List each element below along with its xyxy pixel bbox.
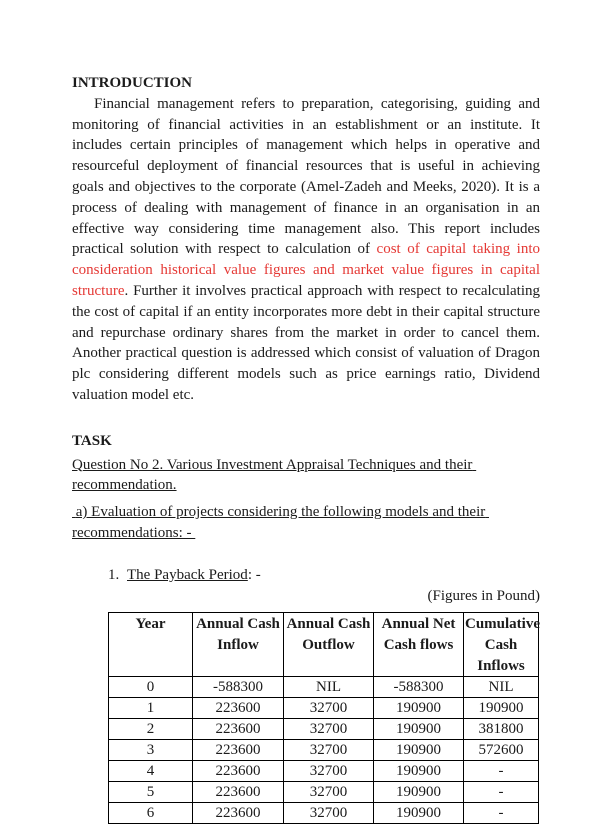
intro-text-after-red: . Further it involves practical approach with respect to recalculating the cost of capital if an entity incorporates more debt in their capital structure and repurchase ordinary shares from the market in order to cancel them. Another practical question is addressed which consist of valuation of Dragon plc considering different models such as price earnings ratio, Dividend valuation model etc. (72, 282, 540, 403)
table-cell: 190900 (374, 803, 464, 824)
question-text: Question No 2. Various Investment Appraisal Techniques and their recommendation. (72, 456, 477, 494)
table-cell: 223600 (193, 698, 284, 719)
table-cell: 2 (109, 719, 193, 740)
table-cell: 32700 (284, 698, 374, 719)
payback-list-item (72, 565, 540, 586)
table-cell: 32700 (284, 740, 374, 761)
table-cell: 223600 (193, 740, 284, 761)
page-content (72, 0, 540, 824)
payback-table (108, 612, 539, 824)
column-header: Annual Net Cash flows (374, 613, 464, 677)
subpoint-line (72, 502, 540, 544)
table-header-row (109, 613, 539, 677)
question-line (72, 455, 540, 497)
table-cell: 190900 (464, 698, 539, 719)
column-header: Annual Cash Inflow (193, 613, 284, 677)
column-header: Annual Cash Outflow (284, 613, 374, 677)
table-cell: NIL (464, 677, 539, 698)
table-row (109, 698, 539, 719)
table-row (109, 803, 539, 824)
table-row (109, 677, 539, 698)
red-passage: cost of capital taking into consideration historical value figures and market value figures in capital structure (72, 241, 540, 299)
table-cell: 223600 (193, 719, 284, 740)
table-row (109, 782, 539, 803)
table-row (109, 761, 539, 782)
table-cell: -588300 (374, 677, 464, 698)
subpoint-text: a) Evaluation of projects considering the following models and their recommendations: - (72, 504, 489, 541)
table-cell: 223600 (193, 803, 284, 824)
table-cell: 32700 (284, 719, 374, 740)
table-cell: 32700 (284, 782, 374, 803)
table-cell: 5 (109, 782, 193, 803)
intro-heading: INTRODUCTION (72, 75, 193, 91)
table-cell: 32700 (284, 761, 374, 782)
table-cell: 223600 (193, 761, 284, 782)
table-cell: 223600 (193, 782, 284, 803)
list-number: 1. (108, 566, 120, 583)
table-cell: -588300 (193, 677, 284, 698)
table-cell: 190900 (374, 782, 464, 803)
table-cell: NIL (284, 677, 374, 698)
table-row (109, 740, 539, 761)
column-header: Cumulative Cash Inflows (464, 613, 539, 677)
table-row (109, 719, 539, 740)
table-cell: 1 (109, 698, 193, 719)
payback-title-suffix: : - (247, 566, 261, 583)
table-cell: 381800 (464, 719, 539, 740)
payback-title: The Payback Period (127, 566, 248, 583)
table-cell: 190900 (374, 698, 464, 719)
table-cell: 0 (109, 677, 193, 698)
table-cell: 6 (109, 803, 193, 824)
figures-note: (Figures in Pound) (427, 587, 540, 604)
table-cell: 190900 (374, 719, 464, 740)
table-cell: - (464, 782, 539, 803)
intro-paragraph (72, 94, 540, 406)
table-cell: 4 (109, 761, 193, 782)
table-cell: - (464, 803, 539, 824)
table-cell: 190900 (374, 740, 464, 761)
table-cell: - (464, 761, 539, 782)
table-cell: 190900 (374, 761, 464, 782)
intro-text-before-red: Financial management refers to preparation, categorising, guiding and monitoring of financial activities in an establishment or an institute. It includes certain principles of management which helps in operative and resourceful deployment of financial resources that is useful in achieving goals and objectives to the corporate (Amel-Zadeh and Meeks, 2020). It is a process of dealing with management of finance in an organisation in an effective way considering time management also. This report includes practical solution with respect to calculation of (72, 95, 540, 258)
table-cell: 572600 (464, 740, 539, 761)
column-header: Year (109, 613, 193, 677)
table-cell: 3 (109, 740, 193, 761)
task-heading: TASK (72, 432, 112, 449)
table-cell: 32700 (284, 803, 374, 824)
